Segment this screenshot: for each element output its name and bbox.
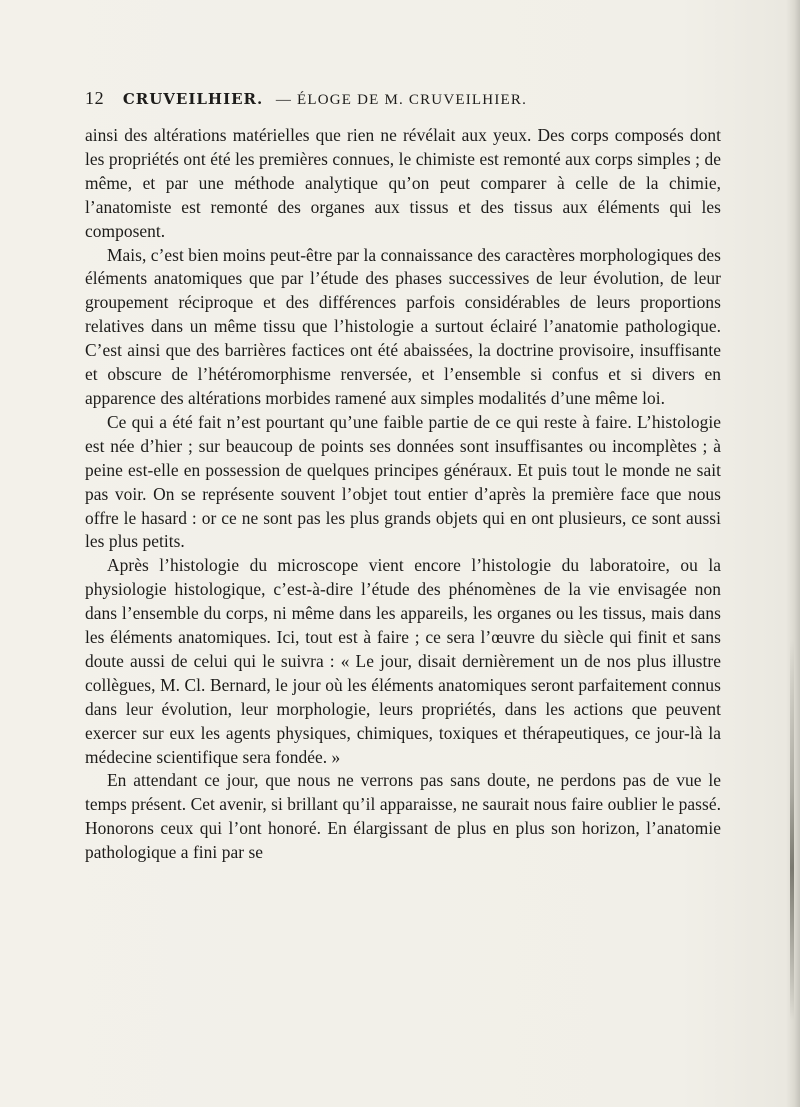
body-text <box>85 124 721 865</box>
paragraph: En attendant ce jour, que nous ne verrons pas sans doute, ne perdons pas de vue le temps présent. Cet avenir, si brillant qu’il apparaisse, ne saurait nous faire oublier le passé. Honorons ceux qui l’ont honoré. En élargissant de plus en plus son horizon, l’anatomie pathologique a fini par se <box>85 770 721 863</box>
binding-mark <box>790 640 794 1020</box>
running-head-title: — ÉLOGE DE M. CRUVEILHIER. <box>275 92 528 108</box>
page-number: 12 <box>85 88 105 108</box>
running-head-name: CRUVEILHIER. <box>122 90 264 108</box>
paragraph: Ce qui a été fait n’est pourtant qu’une faible partie de ce qui reste à faire. L’histologie est née d’hier ; sur beaucoup de points ses données sont insuffisantes ou incomplètes ; à peine est-elle en possession de quelques principes généraux. Et puis tout le monde ne sait pas voir. On se représente souvent l’objet tout entier d’après la première face que nous offre le hasard : or ce ne sont pas les plus grands objets qui en ont plusieurs, ce sont aussi les plus petits. <box>85 411 721 552</box>
running-header <box>85 88 725 112</box>
paragraph: ainsi des altérations matérielles que rien ne révélait aux yeux. Des corps composés dont les propriétés ont été les premières connues, le chimiste est remonté aux corps simples ; de même, et par une méthode analytique qu’on peut comparer à celle de la chimie, l’anatomiste est remonté des organes aux tissus et des tissus aux éléments qui les composent. <box>85 125 721 241</box>
paragraph: Après l’histologie du microscope vient encore l’histologie du laboratoire, ou la physiologie histologique, c’est-à-dire l’étude des phénomènes de la vie envisagée non dans l’ensemble du corps, ni même dans les appareils, les organes ou les tissus, mais dans les éléments anatomiques. Ici, tout est à faire ; ce sera l’œuvre du siècle qui finit et sans doute aussi de celui qui le suivra : « Le jour, disait dernièrement un de nos plus illustre collègues, M. Cl. Bernard, le jour où les éléments anatomiques seront parfaitement connus dans leur évolution, leur morphologie, leurs propriétés, dans les actions que peuvent exercer sur eux les agents physiques, chimiques, toxiques et thérapeutiques, ce jour-là la médecine scientifique sera fondée. » <box>85 555 721 767</box>
paragraph: Mais, c’est bien moins peut-être par la connaissance des caractères morphologiques des éléments anatomiques que par l’étude des phases successives de leur évolution, de leur groupement réciproque et des différences parfois considérables de leurs proportions relatives dans un même tissu que l’histologie a surtout éclairé l’anatomie pathologique. C’est ainsi que des barrières factices ont été abaissées, la doctrine provisoire, insuffisante et obscure de l’hétéromorphisme renversée, et l’ensemble si confus et si divers en apparence des altérations morbides ramené aux simples modalités d’une même loi. <box>85 244 721 408</box>
